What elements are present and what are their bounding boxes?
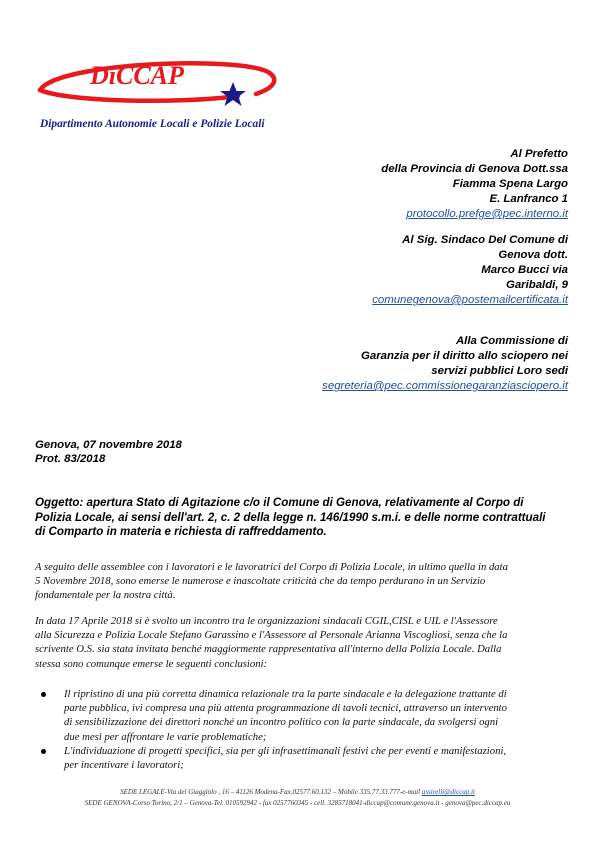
paragraph-line: 5 Novembre 2018, sono emerse le numerose e inascoltate criticità che da tempo perdurano in un Servizio [35, 575, 486, 588]
footer-address: SEDE LEGALE-Via del Giaggiolo , 16 – 41126 Modena-Fax.02577.60.132 – Mobile 335.77.33.777-e-mail [120, 788, 421, 796]
logo-caption: Dipartimento Autonomie Locali e Polizie Locali [40, 118, 265, 130]
bullet-line: parte pubblica, ivi compresa una più attenta programmazione di tavoli tecnici, attraverso un intervento [64, 702, 507, 715]
recipient-line: Marco Bucci via [481, 264, 568, 276]
subject-line: Oggetto: apertura Stato di Agitazione c/o il Comune di Genova, relativamente al Corpo di [35, 496, 524, 509]
bullet-list [35, 687, 567, 772]
protocol-line: Prot. 83/2018 [35, 453, 106, 465]
date-line: Genova, 07 novembre 2018 [35, 439, 182, 451]
list-item [35, 744, 567, 772]
recipient-line: Al Sig. Sindaco Del Comune di [402, 234, 568, 246]
bullet-line: per incentivare i lavoratori; [64, 759, 184, 772]
logo-wordmark: DiCCAP [90, 61, 184, 90]
bullet-line: Il ripristino di una più corretta dinamica relazionale tra la parte sindacale e la delegazione trattante di [64, 688, 507, 700]
recipient-line: E. Lanfranco 1 [489, 193, 568, 205]
paragraph-line: stessa sono comunque emerse le seguenti conclusioni: [35, 657, 268, 670]
recipient-email-link[interactable]: protocollo.prefge@pec.interno.it [406, 208, 568, 220]
subject-line: Polizia Locale, ai sensi dell'art. 2, c. 2 della legge n. 146/1990 s.m.i. e delle norme contrattuali [35, 510, 546, 524]
recipient-commissione [322, 334, 568, 394]
recipient-line: Fiamma Spena Largo [452, 178, 568, 190]
recipient-line: servizi pubblici Loro sedi [431, 365, 568, 377]
footer-line-1 [0, 788, 595, 796]
subject-block [35, 496, 567, 540]
recipient-sindaco [372, 233, 568, 308]
recipient-email-link[interactable]: segreteria@pec.commissionegaranziasciopero.it [322, 380, 568, 392]
paragraph-line: fondamentale per la nostra città. [35, 589, 176, 602]
recipient-line: Garibaldi, 9 [505, 279, 568, 291]
date-block [35, 438, 182, 466]
logo-graphic [28, 50, 298, 120]
recipient-prefetto [381, 147, 568, 222]
recipient-line: Al Prefetto [510, 148, 568, 160]
recipient-email-link[interactable]: comunegenova@postemailcertificata.it [372, 294, 568, 306]
footer-genova-address: SEDE GENOVA-Corso Torino, 2/1 – Genova-Tel. 010592942 - fax 0257760345 - cell. 3285718041-diccap@comune.genova.it - genova@pec.diccap.eu [84, 799, 511, 807]
paragraph-1 [35, 560, 567, 603]
paragraph-line: scrivente O.S. sia stata invitata benché maggiormente rappresentativa all'interno della Polizia Locale. Dalla [35, 643, 502, 656]
bullet-line: L'individuazione di progetti specifici, sia per gli infrasettimanali festivi che per eventi e manifestazioni, [64, 744, 507, 757]
footer-email-link[interactable]: assirelli@diccap.it [421, 788, 475, 796]
bullet-line: di sensibilizzazione dei direttori nonché un incontro politico con la parte sindacale, da svolgersi ogni [64, 716, 499, 729]
bullet-icon [41, 692, 46, 697]
subject-line: di Comparto in materia e richiesta di raffreddamento. [35, 525, 327, 538]
recipient-line: Alla Commissione di [455, 335, 568, 347]
recipient-line: Garanzia per il diritto allo sciopero nei [361, 350, 568, 362]
paragraph-line: In data 17 Aprile 2018 si è svolto un incontro tra le organizzazioni sindacali CGIL,CISL e UIL e l'Assessore [35, 615, 498, 627]
paragraph-2 [35, 614, 567, 671]
diccap-logo [28, 50, 298, 135]
bullet-icon [41, 749, 46, 754]
recipient-line: Genova dott. [498, 249, 568, 261]
paragraph-line: A seguito delle assemblee con i lavoratori e le lavoratrici del Corpo di Polizia Locale, in ultimo quella in data [35, 561, 508, 573]
paragraph-line: alla Sicurezza e Polizia Locale Stefano Garassino e l'Assessore al Personale Arianna Viscogliosi, senza che la [35, 629, 508, 642]
list-item [35, 687, 567, 744]
bullet-line: due mesi per affrontare le varie problematiche; [64, 730, 267, 743]
footer-line-2 [0, 799, 595, 807]
recipient-line: della Provincia di Genova Dott.ssa [381, 163, 568, 175]
